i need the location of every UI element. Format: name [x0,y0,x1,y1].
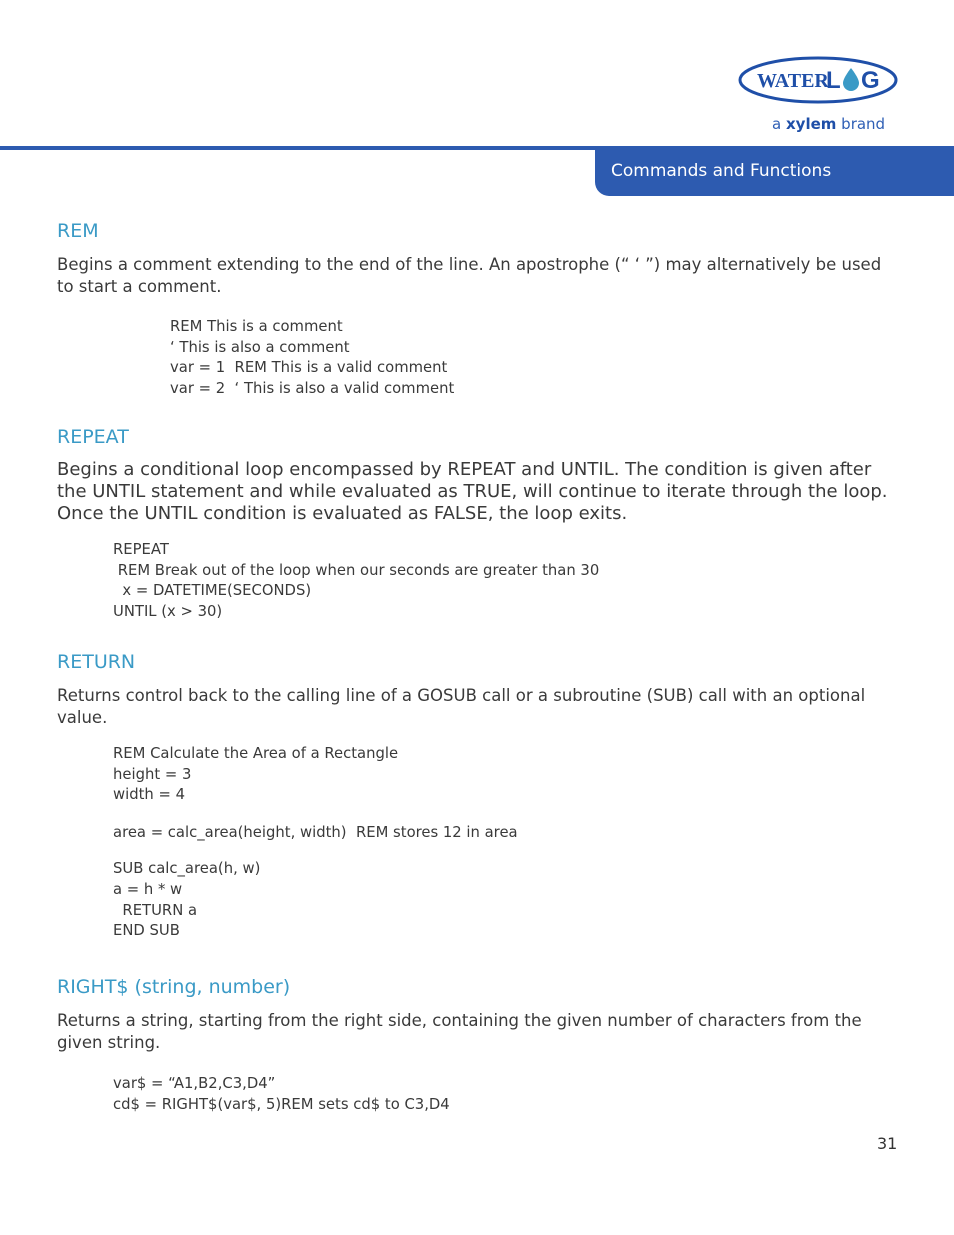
code-block [113,823,902,844]
code-line: var = 1 REM This is a valid comment [170,359,448,377]
code-line: area = calc_area(height, width) REM stores 12 in area [113,823,518,841]
code-block [113,859,902,941]
section-heading: REM [57,220,99,242]
code-line: height = 3 [113,765,192,783]
section-description: Begins a comment extending to the end of the line. An apostrophe (“ ‘ ”) may alternatively be used to start a comment. [57,255,882,296]
code-line: RETURN a [113,901,198,919]
section-tab: Commands and Functions [595,146,954,196]
waterlog-logo [737,54,899,106]
code-block [113,1074,902,1115]
section-right [57,976,902,1115]
code-block [113,540,902,622]
section-description: Returns a string, starting from the right side, containing the given number of characters from the given string. [57,1011,862,1052]
code-line: UNTIL (x > 30) [113,602,223,620]
code-line: REM Break out of the loop when our seconds are greater than 30 [113,561,600,579]
code-line: var$ = “A1,B2,C3,D4” [113,1075,276,1092]
brand-name: xylem [785,115,837,133]
code-line: cd$ = RIGHT$(var$, 5)REM sets cd$ to C3,D4 [113,1095,450,1113]
section-rem [57,220,902,399]
logo-text: WATER [757,70,829,92]
section-repeat [57,426,902,622]
section-heading: RIGHT$ (string, number) [57,976,291,998]
code-block [113,744,902,806]
section-heading: REPEAT [57,426,129,448]
section-heading: RETURN [57,651,136,673]
brand-prefix: a [772,115,782,133]
code-line: REM Calculate the Area of a Rectangle [113,745,399,762]
page-number: 31 [877,1134,898,1153]
code-line: width = 4 [113,786,186,804]
svg-text:G: G [861,67,880,94]
code-line: a = h * w [113,880,183,898]
code-line: REPEAT [113,541,169,558]
section-description: Begins a conditional loop encompassed by REPEAT and UNTIL. The condition is given after the UNTIL statement and while evaluated as TRUE, will continue to iterate through the loop. Once the UNTIL condition is evaluated as FALSE, the loop exits. [57,459,888,524]
code-line: SUB calc_area(h, w) [113,860,261,878]
brand-suffix: brand [841,115,886,133]
code-line: ‘ This is also a comment [170,338,350,356]
code-line: var = 2 ‘ This is also a valid comment [170,379,455,397]
code-line: END SUB [113,922,180,940]
code-block [170,317,902,399]
code-line: x = DATETIME(SECONDS) [113,582,312,600]
section-description: Returns control back to the calling line of a GOSUB call or a subroutine (SUB) call with an optional value. [57,686,866,727]
code-line: REM This is a comment [170,318,343,335]
brand-tagline [772,115,885,133]
section-return [57,651,902,942]
svg-text:L: L [826,67,841,94]
